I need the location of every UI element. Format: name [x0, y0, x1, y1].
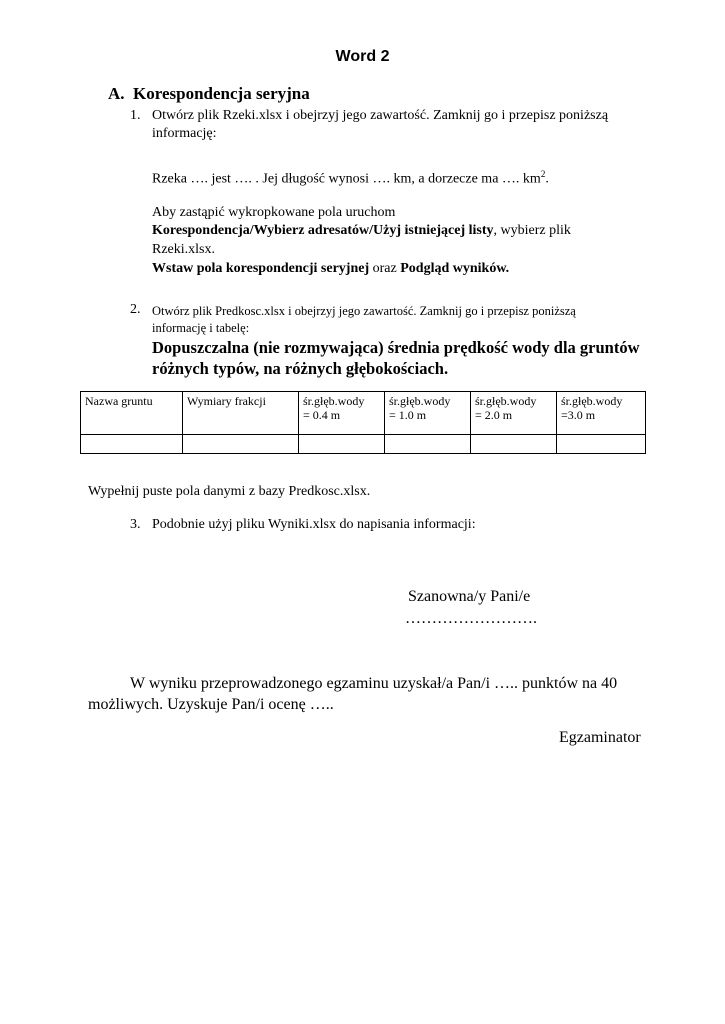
item1-line2: informację: [152, 126, 217, 141]
header-line: =3.0 m [561, 408, 596, 422]
item1-template-sup: 2 [540, 169, 546, 179]
header-line: Nazwa gruntu [85, 394, 153, 408]
table-cell[interactable] [183, 435, 299, 454]
item2-line2: informację i tabelę: [152, 321, 250, 335]
table-row [81, 435, 646, 454]
table-header-cell [385, 392, 471, 435]
item1-instr4 [152, 259, 509, 279]
table-header-cell [183, 392, 299, 435]
header-line: = 2.0 m [475, 408, 513, 422]
item1-instr2 [152, 221, 571, 241]
header-line: śr.głęb.wody [475, 394, 537, 408]
table-cell[interactable] [385, 435, 471, 454]
item1-template-end: . [545, 171, 549, 187]
item1-instr3: Rzeki.xlsx. [152, 242, 215, 257]
section-a-heading: Korespondencja seryjna [133, 84, 310, 103]
header-line: śr.głęb.wody [303, 394, 365, 408]
item2-number: 2. [130, 302, 141, 317]
header-line: śr.głęb.wody [389, 394, 451, 408]
table-header-cell [299, 392, 385, 435]
item1-instr2-bold: Korespondencja/Wybierz adresatów/Użyj istniejącej listy [152, 223, 494, 238]
item1-line1: Otwórz plik Rzeki.xlsx i obejrzyj jego zawartość. Zamknij go i przepisz poniższą [152, 108, 609, 123]
table-header-cell [81, 392, 183, 435]
table-header-cell [557, 392, 646, 435]
letter-dots: ……………………. [405, 610, 537, 627]
section-a-marker: A. [108, 84, 125, 103]
item1-instr4-mid: oraz [369, 261, 401, 276]
table-cell[interactable] [81, 435, 183, 454]
table-cell[interactable] [557, 435, 646, 454]
soil-velocity-table [80, 391, 646, 454]
item2-bold-line2: różnych typów, na różnych głębokościach. [152, 359, 449, 378]
header-line: Wymiary frakcji [187, 394, 266, 408]
table-cell[interactable] [471, 435, 557, 454]
item1-instr4-bold1: Wstaw pola korespondencji seryjnej [152, 261, 370, 276]
item1-template-text: Rzeka …. jest …. . Jej długość wynosi …. km, a dorzecze ma …. km [152, 171, 541, 187]
table-header-cell [471, 392, 557, 435]
document-title: Word 2 [335, 48, 390, 65]
fill-note: Wypełnij puste pola danymi z bazy Predkosc.xlsx. [88, 484, 371, 499]
header-line: śr.głęb.wody [561, 394, 623, 408]
letter-signature: Egzaminator [559, 729, 641, 746]
letter-salutation: Szanowna/y Pani/e [408, 588, 531, 605]
item1-instr4-bold2: Podgląd wyników. [400, 261, 510, 276]
table-header-row [81, 392, 646, 435]
table-cell[interactable] [299, 435, 385, 454]
header-line: = 0.4 m [303, 408, 341, 422]
header-line: = 1.0 m [389, 408, 427, 422]
item1-number: 1. [130, 108, 141, 123]
item3-number: 3. [130, 517, 141, 532]
item1-template [152, 164, 549, 190]
letter-body-line2: możliwych. Uzyskuje Pan/i ocenę ….. [88, 696, 334, 713]
item1-instr2-rest: , wybierz plik [493, 223, 571, 238]
letter-body-line1: W wyniku przeprowadzonego egzaminu uzyskał/a Pan/i ….. punktów na 40 [130, 675, 618, 692]
item3-text: Podobnie użyj pliku Wyniki.xlsx do napisania informacji: [152, 517, 476, 532]
item1-instr1: Aby zastąpić wykropkowane pola uruchom [152, 205, 396, 220]
item2-bold-line1: Dopuszczalna (nie rozmywająca) średnia prędkość wody dla gruntów [152, 338, 640, 357]
item2-line1: Otwórz plik Predkosc.xlsx i obejrzyj jego zawartość. Zamknij go i przepisz poniższą [152, 304, 576, 318]
